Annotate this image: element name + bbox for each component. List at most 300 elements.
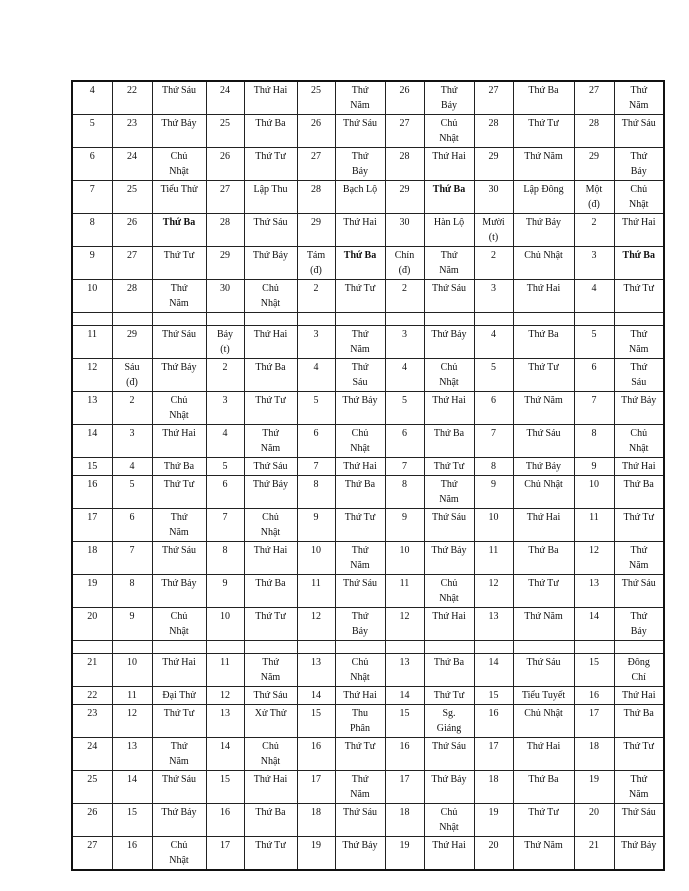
table-cell: 25 — [297, 81, 335, 115]
table-cell: 5 — [297, 392, 335, 425]
table-cell: 23 — [112, 115, 152, 148]
row-number-cell: 19 — [72, 575, 112, 608]
table-row — [72, 392, 664, 425]
table-row — [72, 148, 664, 181]
table-row — [72, 837, 664, 871]
table-cell: Thứ Sáu — [424, 509, 474, 542]
table-cell: Thứ Năm — [244, 425, 297, 458]
table-cell: Thứ Năm — [335, 771, 385, 804]
table-cell: Thứ Hai — [424, 837, 474, 871]
table-cell: 3 — [112, 425, 152, 458]
row-number-cell: 21 — [72, 654, 112, 687]
table-cell: 8 — [297, 476, 335, 509]
table-row — [72, 575, 664, 608]
table-cell: 2 — [574, 214, 614, 247]
table-cell: 6 — [297, 425, 335, 458]
row-number-cell: 24 — [72, 738, 112, 771]
table-cell: Chủ Nhật — [152, 837, 206, 871]
table-cell: 15 — [385, 705, 424, 738]
table-cell: 14 — [112, 771, 152, 804]
table-cell: Thứ Tư — [335, 509, 385, 542]
table-cell: 10 — [574, 476, 614, 509]
table-cell: Chủ Nhật — [614, 425, 664, 458]
table-cell: 2 — [474, 247, 513, 280]
table-cell: Thứ Bảy — [244, 247, 297, 280]
table-cell: Thứ Hai — [424, 392, 474, 425]
table-cell: Chín (đ) — [385, 247, 424, 280]
table-cell: Thứ Tư — [513, 575, 574, 608]
table-cell: 24 — [112, 148, 152, 181]
table-cell: 17 — [574, 705, 614, 738]
table-cell: 18 — [474, 771, 513, 804]
table-cell: Thứ Ba — [244, 804, 297, 837]
table-cell: 12 — [297, 608, 335, 641]
table-cell: 14 — [474, 654, 513, 687]
table-cell: Thứ Bảy — [244, 476, 297, 509]
table-cell: 15 — [297, 705, 335, 738]
table-cell: 2 — [206, 359, 244, 392]
table-cell: 15 — [112, 804, 152, 837]
table-cell: Thứ Hai — [513, 509, 574, 542]
table-cell: Thứ Bảy — [152, 359, 206, 392]
table-cell: 30 — [206, 280, 244, 313]
table-cell: 25 — [206, 115, 244, 148]
table-cell: 8 — [206, 542, 244, 575]
table-cell: 7 — [206, 509, 244, 542]
table-cell: Thứ Sáu — [244, 458, 297, 476]
table-row — [72, 326, 664, 359]
table-cell: Thứ Năm — [614, 81, 664, 115]
table-cell: 11 — [112, 687, 152, 705]
table-cell: Thứ Bảy — [152, 575, 206, 608]
table-cell: Sg. Giáng — [424, 705, 474, 738]
table-cell: Thứ Hai — [335, 458, 385, 476]
table-cell: Lập Đông — [513, 181, 574, 214]
table-cell: 8 — [385, 476, 424, 509]
empty-cell — [424, 313, 474, 326]
table-cell: Thứ Năm — [424, 247, 474, 280]
table-cell: 29 — [206, 247, 244, 280]
table-cell: 14 — [574, 608, 614, 641]
table-cell: 29 — [474, 148, 513, 181]
table-cell: Thứ Bảy — [424, 81, 474, 115]
table-cell: Thứ Bảy — [513, 214, 574, 247]
table-cell: 27 — [574, 81, 614, 115]
table-cell: Thứ Sáu — [335, 575, 385, 608]
table-cell: 7 — [385, 458, 424, 476]
table-cell: 13 — [474, 608, 513, 641]
table-cell: 5 — [385, 392, 424, 425]
table-cell: Chủ Nhật — [335, 425, 385, 458]
table-cell: Thứ Tư — [244, 837, 297, 871]
empty-cell — [474, 313, 513, 326]
table-cell: 28 — [206, 214, 244, 247]
empty-cell — [574, 641, 614, 654]
table-cell: Thứ Tư — [614, 280, 664, 313]
table-cell: Thứ Sáu — [614, 804, 664, 837]
table-cell: Bảy (t) — [206, 326, 244, 359]
empty-cell — [385, 641, 424, 654]
table-cell: Thứ Sáu — [424, 738, 474, 771]
table-cell: Thứ Bảy — [614, 148, 664, 181]
table-cell: 12 — [385, 608, 424, 641]
table-cell: 3 — [297, 326, 335, 359]
table-cell: Thứ Hai — [513, 738, 574, 771]
table-cell: 18 — [385, 804, 424, 837]
table-cell: Thứ Hai — [513, 280, 574, 313]
table-cell: Chủ Nhật — [424, 359, 474, 392]
table-cell: Thứ Sáu — [335, 359, 385, 392]
table-cell: Thứ Tư — [335, 738, 385, 771]
table-cell: Thứ Năm — [335, 81, 385, 115]
table-cell: Thứ Hai — [244, 326, 297, 359]
table-cell: Chủ Nhật — [513, 705, 574, 738]
table-cell: Thứ Bảy — [335, 837, 385, 871]
table-cell: Thứ Hai — [244, 542, 297, 575]
table-cell: Bạch Lộ — [335, 181, 385, 214]
table-row — [72, 608, 664, 641]
table-cell: 20 — [574, 804, 614, 837]
table-cell: Lập Thu — [244, 181, 297, 214]
table-cell: 28 — [474, 115, 513, 148]
empty-cell — [513, 313, 574, 326]
table-row — [72, 359, 664, 392]
table-cell: Thứ Ba — [244, 115, 297, 148]
table-row — [72, 81, 664, 115]
table-cell: 4 — [112, 458, 152, 476]
table-cell: 8 — [474, 458, 513, 476]
table-cell: 5 — [206, 458, 244, 476]
table-cell: Thứ Sáu — [614, 115, 664, 148]
table-cell: 19 — [574, 771, 614, 804]
table-cell: Chủ Nhật — [614, 181, 664, 214]
table-cell: 29 — [574, 148, 614, 181]
table-row — [72, 214, 664, 247]
empty-cell — [335, 641, 385, 654]
table-cell: 20 — [474, 837, 513, 871]
table-row — [72, 247, 664, 280]
table-cell: Thứ Ba — [152, 214, 206, 247]
table-cell: 28 — [112, 280, 152, 313]
table-cell: 11 — [385, 575, 424, 608]
table-cell: 6 — [574, 359, 614, 392]
table-cell: 6 — [474, 392, 513, 425]
table-cell: Thứ Bảy — [513, 458, 574, 476]
table-cell: 12 — [574, 542, 614, 575]
table-cell: Thứ Sáu — [424, 280, 474, 313]
table-cell: Thứ Năm — [424, 476, 474, 509]
table-cell: Thứ Sáu — [152, 326, 206, 359]
table-cell: 17 — [385, 771, 424, 804]
row-number-cell: 25 — [72, 771, 112, 804]
row-number-cell: 4 — [72, 81, 112, 115]
table-cell: Thứ Hai — [244, 81, 297, 115]
table-cell: Thứ Sáu — [244, 687, 297, 705]
table-cell: 13 — [574, 575, 614, 608]
table-cell: Thứ Hai — [335, 214, 385, 247]
table-cell: Thu Phân — [335, 705, 385, 738]
table-cell: 12 — [206, 687, 244, 705]
table-cell: 8 — [112, 575, 152, 608]
table-cell: Thứ Tư — [244, 392, 297, 425]
spacer-row — [72, 313, 664, 326]
table-cell: 4 — [297, 359, 335, 392]
empty-cell — [152, 641, 206, 654]
table-cell: Thứ Tư — [424, 458, 474, 476]
table-row — [72, 425, 664, 458]
table-cell: Thứ Hai — [614, 214, 664, 247]
table-cell: Thứ Năm — [244, 654, 297, 687]
row-number-cell: 20 — [72, 608, 112, 641]
table-cell: 16 — [474, 705, 513, 738]
table-cell: 9 — [112, 608, 152, 641]
empty-cell — [614, 313, 664, 326]
empty-cell — [297, 641, 335, 654]
table-cell: 9 — [474, 476, 513, 509]
table-cell: Thứ Bảy — [335, 608, 385, 641]
empty-cell — [72, 313, 112, 326]
table-cell: Thứ Sáu — [152, 771, 206, 804]
table-cell: Thứ Bảy — [335, 148, 385, 181]
table-cell: Thứ Sáu — [614, 575, 664, 608]
table-cell: Thứ Tư — [152, 247, 206, 280]
table-cell: Thứ Năm — [152, 280, 206, 313]
table-cell: 13 — [297, 654, 335, 687]
table-cell: 27 — [206, 181, 244, 214]
table-cell: 28 — [574, 115, 614, 148]
table-cell: Thứ Tư — [513, 115, 574, 148]
table-cell: Thứ Sáu — [335, 804, 385, 837]
table-cell: Thứ Năm — [513, 608, 574, 641]
table-cell: Thứ Sáu — [244, 214, 297, 247]
table-cell: Thứ Năm — [335, 326, 385, 359]
table-cell: Chủ Nhật — [335, 654, 385, 687]
table-cell: Thứ Sáu — [513, 654, 574, 687]
table-cell: 3 — [474, 280, 513, 313]
empty-cell — [474, 641, 513, 654]
table-cell: 11 — [574, 509, 614, 542]
table-cell: Thứ Ba — [513, 326, 574, 359]
empty-cell — [244, 641, 297, 654]
table-cell: 16 — [112, 837, 152, 871]
table-cell: Thứ Tư — [152, 705, 206, 738]
table-cell: Mười (t) — [474, 214, 513, 247]
table-cell: 30 — [385, 214, 424, 247]
table-cell: Thứ Ba — [335, 476, 385, 509]
table-cell: 11 — [206, 654, 244, 687]
table-row — [72, 509, 664, 542]
table-cell: Thứ Hai — [614, 458, 664, 476]
empty-cell — [614, 641, 664, 654]
table-cell: Thứ Sáu — [614, 359, 664, 392]
table-cell: 8 — [574, 425, 614, 458]
table-cell: 5 — [474, 359, 513, 392]
table-row — [72, 115, 664, 148]
table-cell: 26 — [297, 115, 335, 148]
table-cell: 21 — [574, 837, 614, 871]
table-cell: Thứ Tư — [614, 738, 664, 771]
table-cell: 14 — [385, 687, 424, 705]
table-cell: 11 — [297, 575, 335, 608]
table-cell: 3 — [385, 326, 424, 359]
table-cell: 4 — [206, 425, 244, 458]
table-cell: 10 — [206, 608, 244, 641]
empty-cell — [112, 313, 152, 326]
table-cell: Chủ Nhật — [152, 608, 206, 641]
table-cell: Tiểu Tuyết — [513, 687, 574, 705]
empty-cell — [244, 313, 297, 326]
table-cell: Thứ Ba — [614, 247, 664, 280]
table-cell: 28 — [385, 148, 424, 181]
table-cell: Thứ Bảy — [424, 542, 474, 575]
table-cell: 3 — [206, 392, 244, 425]
table-cell: 2 — [297, 280, 335, 313]
table-cell: Xử Thử — [244, 705, 297, 738]
table-cell: 19 — [297, 837, 335, 871]
empty-cell — [206, 313, 244, 326]
table-cell: 2 — [385, 280, 424, 313]
empty-cell — [385, 313, 424, 326]
table-cell: Tám (đ) — [297, 247, 335, 280]
table-cell: Chủ Nhật — [424, 575, 474, 608]
table-cell: 14 — [206, 738, 244, 771]
table-cell: Thứ Tư — [513, 804, 574, 837]
table-cell: Thứ Ba — [244, 575, 297, 608]
table-cell: 6 — [385, 425, 424, 458]
table-cell: Thứ Bảy — [335, 392, 385, 425]
table-cell: 10 — [474, 509, 513, 542]
table-cell: 5 — [112, 476, 152, 509]
table-cell: Thứ Ba — [614, 476, 664, 509]
table-row — [72, 542, 664, 575]
table-cell: 24 — [206, 81, 244, 115]
row-number-cell: 12 — [72, 359, 112, 392]
table-cell: Thứ Năm — [513, 392, 574, 425]
row-number-cell: 9 — [72, 247, 112, 280]
table-cell: 9 — [206, 575, 244, 608]
empty-cell — [206, 641, 244, 654]
table-cell: Thứ Năm — [614, 326, 664, 359]
table-cell: 11 — [474, 542, 513, 575]
table-cell: 22 — [112, 81, 152, 115]
row-number-cell: 13 — [72, 392, 112, 425]
table-cell: 27 — [112, 247, 152, 280]
row-number-cell: 5 — [72, 115, 112, 148]
table-cell: 12 — [112, 705, 152, 738]
table-cell: Thứ Tư — [335, 280, 385, 313]
table-cell: Thứ Tư — [424, 687, 474, 705]
table-cell: Thứ Hai — [244, 771, 297, 804]
table-cell: 13 — [385, 654, 424, 687]
table-cell: 7 — [297, 458, 335, 476]
table-cell: 10 — [385, 542, 424, 575]
table-row — [72, 458, 664, 476]
table-cell: Thứ Sáu — [152, 542, 206, 575]
table-cell: 25 — [112, 181, 152, 214]
table-cell: 4 — [385, 359, 424, 392]
table-cell: 19 — [385, 837, 424, 871]
empty-cell — [574, 313, 614, 326]
table-cell: 17 — [474, 738, 513, 771]
table-cell: 13 — [112, 738, 152, 771]
table-cell: Thứ Ba — [513, 81, 574, 115]
table-cell: 16 — [297, 738, 335, 771]
table-cell: Thứ Hai — [152, 425, 206, 458]
table-cell: Thứ Bảy — [614, 837, 664, 871]
row-number-cell: 14 — [72, 425, 112, 458]
row-number-cell: 18 — [72, 542, 112, 575]
table-cell: Thứ Hai — [614, 687, 664, 705]
table-cell: Thứ Bảy — [614, 608, 664, 641]
row-number-cell: 27 — [72, 837, 112, 871]
table-cell: Tiểu Thử — [152, 181, 206, 214]
row-number-cell: 23 — [72, 705, 112, 738]
table-row — [72, 705, 664, 738]
table-cell: 2 — [112, 392, 152, 425]
table-cell: Thứ Bảy — [152, 115, 206, 148]
table-row — [72, 280, 664, 313]
table-cell: Thứ Ba — [424, 654, 474, 687]
table-cell: 14 — [297, 687, 335, 705]
table-cell: Chủ Nhật — [424, 804, 474, 837]
table-cell: 26 — [385, 81, 424, 115]
table-cell: Thứ Bảy — [614, 392, 664, 425]
table-cell: 27 — [385, 115, 424, 148]
table-row — [72, 476, 664, 509]
table-cell: 26 — [206, 148, 244, 181]
table-cell: 13 — [206, 705, 244, 738]
table-cell: 6 — [112, 509, 152, 542]
table-cell: 16 — [385, 738, 424, 771]
table-cell: Thứ Ba — [513, 542, 574, 575]
table-cell: Thứ Năm — [513, 148, 574, 181]
empty-cell — [72, 641, 112, 654]
table-cell: 9 — [574, 458, 614, 476]
table-cell: Thứ Năm — [152, 509, 206, 542]
table-cell: Một (đ) — [574, 181, 614, 214]
table-cell: Chủ Nhật — [424, 115, 474, 148]
table-cell: 7 — [474, 425, 513, 458]
table-cell: Thứ Ba — [424, 425, 474, 458]
spacer-row — [72, 641, 664, 654]
table-cell: 29 — [385, 181, 424, 214]
table-cell: 18 — [574, 738, 614, 771]
table-row — [72, 804, 664, 837]
table-cell: 29 — [297, 214, 335, 247]
table-cell: Chủ Nhật — [244, 509, 297, 542]
table-cell: Chủ Nhật — [513, 247, 574, 280]
table-cell: 16 — [206, 804, 244, 837]
row-number-cell: 6 — [72, 148, 112, 181]
table-cell: 17 — [206, 837, 244, 871]
row-number-cell: 15 — [72, 458, 112, 476]
table-cell: 3 — [574, 247, 614, 280]
table-cell: Sáu (đ) — [112, 359, 152, 392]
table-cell: 26 — [112, 214, 152, 247]
table-cell: Thứ Bảy — [152, 804, 206, 837]
table-cell: Chủ Nhật — [244, 738, 297, 771]
table-cell: 9 — [297, 509, 335, 542]
row-number-cell: 10 — [72, 280, 112, 313]
table-cell: Thứ Hai — [335, 687, 385, 705]
row-number-cell: 11 — [72, 326, 112, 359]
table-cell: 30 — [474, 181, 513, 214]
table-row — [72, 181, 664, 214]
empty-cell — [112, 641, 152, 654]
table-cell: Thứ Ba — [424, 181, 474, 214]
table-cell: Thứ Ba — [152, 458, 206, 476]
table-row — [72, 687, 664, 705]
